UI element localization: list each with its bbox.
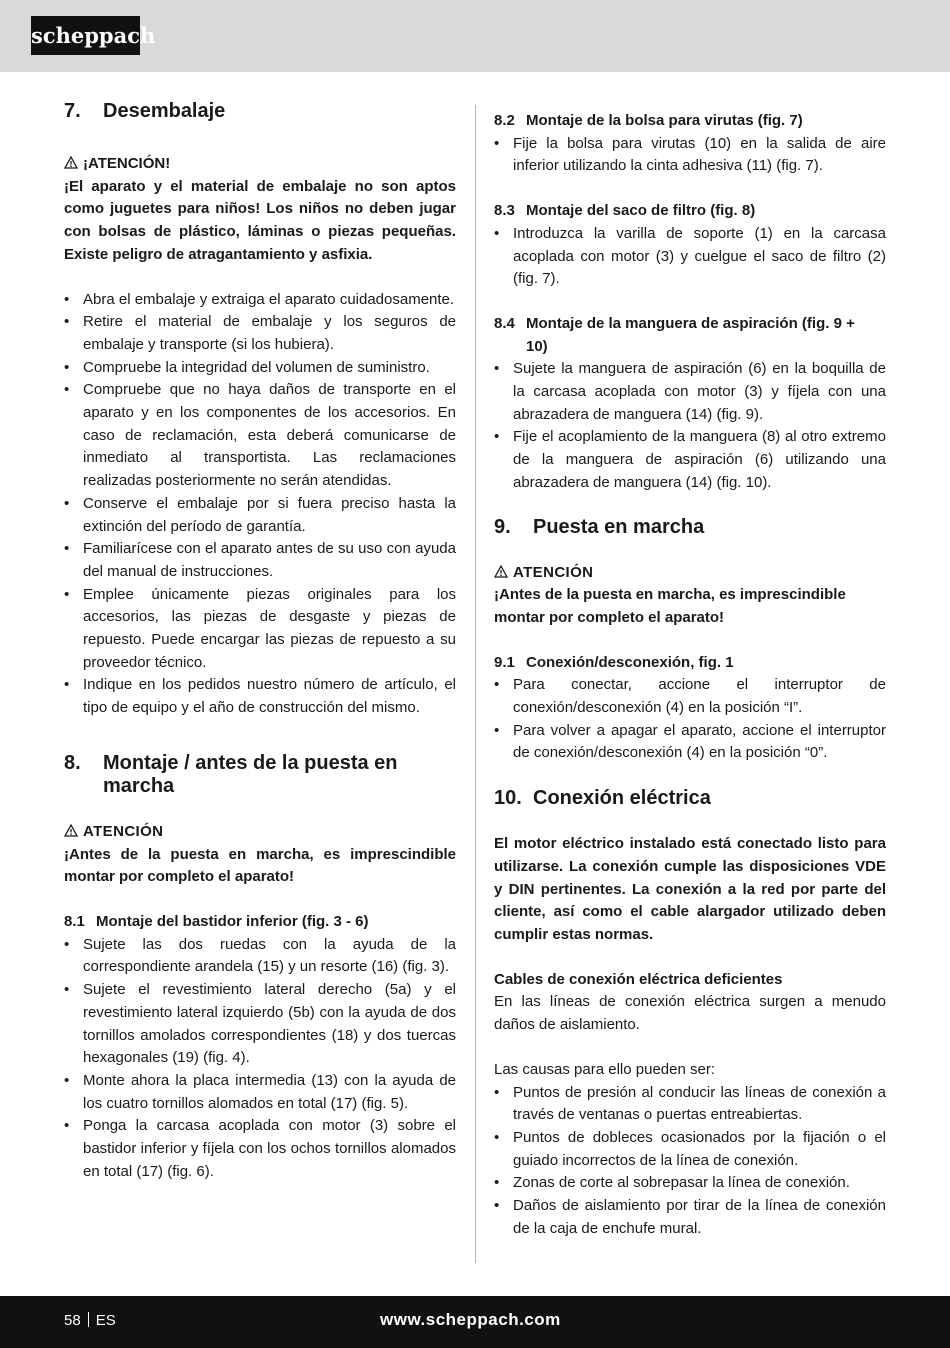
section-title: Puesta en marcha bbox=[533, 515, 705, 538]
subsection-title: Montaje del saco de filtro (fig. 8) bbox=[526, 202, 756, 220]
list-item: • Puntos de dobleces ocasionados por la fijación o el guiado incorrectos de la línea de conexión. bbox=[494, 1127, 886, 1172]
subsection-8-1-heading bbox=[64, 911, 456, 934]
list-item: • Zonas de corte al sobrepasar la línea de conexión. bbox=[494, 1172, 886, 1195]
hose-list bbox=[494, 358, 886, 494]
electrical-notice: El motor eléctrico instalado está conectado listo para utilizarse. La conexión cumple las disposiciones VDE y DIN pertinentes. La conexión a la red por parte del cliente, así como el cable alargador utilizado deben cumplir estas normas. bbox=[494, 835, 886, 943]
section-title: Desembalaje bbox=[103, 100, 226, 122]
footer-bar bbox=[0, 1296, 950, 1348]
website-link[interactable]: www.scheppach.com bbox=[380, 1310, 561, 1329]
subsection-title: Montaje de la manguera de aspiración (fig. 9 + 10) bbox=[526, 314, 855, 355]
section-7-heading bbox=[64, 100, 456, 123]
list-item: • Sujete el revestimiento lateral derecho (5a) y el revestimiento lateral izquierdo (5b) con la ayuda de dos tornillos amolados correspondientes (18) y dos tuercas hexagonales (19) (fig. 4). bbox=[64, 979, 456, 1070]
chip-bag-list bbox=[494, 133, 886, 178]
header-bar bbox=[0, 0, 950, 72]
warning-triangle-icon bbox=[64, 824, 78, 837]
page-number: 58 bbox=[64, 1312, 81, 1329]
subsection-9-1-heading bbox=[494, 652, 886, 675]
language-code: ES bbox=[95, 1312, 116, 1329]
warning-heading bbox=[64, 821, 456, 844]
warning-text: ¡El aparato y el material de embalaje no son aptos como juguetes para niños! Los niños no deben jugar con bolsas de plástico, láminas o piezas pequeñas. Existe peligro de atragantamiento y asfixia. bbox=[64, 177, 456, 263]
column-divider bbox=[475, 105, 476, 1263]
switch-list bbox=[494, 674, 886, 765]
subsection-8-4-heading bbox=[494, 313, 886, 358]
warning-text: ¡Antes de la puesta en marcha, es imprescindible montar por completo el aparato! bbox=[64, 845, 456, 886]
warning-heading bbox=[494, 562, 886, 585]
list-item: • Compruebe la integridad del volumen de suministro. bbox=[64, 357, 456, 380]
list-item: • Introduzca la varilla de soporte (1) en la carcasa acoplada con motor (3) y cuelgue el saco de filtro (2) (fig. 7). bbox=[494, 223, 886, 291]
section-title: Montaje / antes de la puesta en marcha bbox=[103, 751, 398, 797]
section-title: Conexión eléctrica bbox=[533, 787, 711, 810]
causes-list bbox=[494, 1082, 886, 1241]
list-item: • Emplee únicamente piezas originales para los accesorios, las piezas de desgaste y piezas de repuesto. Puede encargar las piezas de repuesto a su proveedor técnico. bbox=[64, 584, 456, 675]
list-item: • Monte ahora la placa intermedia (13) con la ayuda de los cuatro tornillos alomados en total (17) (fig. 5). bbox=[64, 1070, 456, 1115]
section-number: 7. bbox=[64, 100, 81, 122]
list-item: • Conserve el embalaje por si fuera preciso hasta la extinción del período de garantía. bbox=[64, 493, 456, 538]
section-number: 9. bbox=[494, 515, 511, 538]
filter-bag-list bbox=[494, 223, 886, 291]
cables-text: En las líneas de conexión eléctrica surgen a menudo daños de aislamiento. bbox=[494, 993, 886, 1034]
subsection-8-3-heading bbox=[494, 200, 886, 223]
subsection-number: 8.3 bbox=[494, 202, 515, 220]
subsection-8-2-heading bbox=[494, 110, 886, 133]
warning-heading bbox=[64, 153, 456, 176]
section-10-heading bbox=[494, 787, 886, 810]
warning-text: ¡Antes de la puesta en marcha, es imprescindible montar por completo el aparato! bbox=[494, 586, 846, 626]
list-item: • Retire el material de embalaje y los seguros de embalaje y transporte (si los hubiera). bbox=[64, 311, 456, 356]
warning-triangle-icon bbox=[64, 156, 78, 169]
list-item: • Fije el acoplamiento de la manguera (8) al otro extremo de la manguera de aspiración (6) utilizando una abrazadera de manguera (14) (fig. 10). bbox=[494, 426, 886, 494]
list-item: • Fije la bolsa para virutas (10) en la salida de aire inferior utilizando la cinta adhesiva (11) (fig. 7). bbox=[494, 133, 886, 178]
subsection-title: Conexión/desconexión, fig. 1 bbox=[526, 653, 734, 671]
section-9-heading bbox=[494, 516, 886, 539]
left-column bbox=[64, 100, 456, 1183]
subsection-number: 8.1 bbox=[64, 912, 85, 930]
list-item: • Sujete la manguera de aspiración (6) en la boquilla de la carcasa acoplada con motor (3) y fíjela con una abrazadera de manguera (14) (fig. 9). bbox=[494, 358, 886, 426]
brand-logo: scheppach bbox=[31, 16, 140, 55]
warning-title: ATENCIÓN bbox=[83, 822, 164, 840]
list-item: • Familiarícese con el aparato antes de su uso con ayuda del manual de instrucciones. bbox=[64, 538, 456, 583]
section-number: 8. bbox=[64, 751, 81, 774]
assembly-list bbox=[64, 934, 456, 1184]
warning-triangle-icon bbox=[494, 565, 508, 578]
page-indicator bbox=[64, 1310, 116, 1332]
subsection-title: Montaje de la bolsa para virutas (fig. 7) bbox=[526, 112, 803, 129]
list-item: • Compruebe que no haya daños de transporte en el aparato y en los componentes de los accesorios. En caso de reclamación, esta deberá comunicarse de inmediato al transportista. Las reclamaciones realizadas posteriormente no serán atendidas. bbox=[64, 379, 456, 493]
list-item: • Para conectar, accione el interruptor de conexión/desconexión (4) en la posición “I”. bbox=[494, 674, 886, 719]
list-item: • Daños de aislamiento por tirar de la línea de conexión de la caja de enchufe mural. bbox=[494, 1195, 886, 1240]
right-column bbox=[494, 110, 886, 1240]
subsection-title: Montaje del bastidor inferior (fig. 3 - 6) bbox=[96, 912, 369, 930]
list-item: • Indique en los pedidos nuestro número de artículo, el tipo de equipo y el año de construcción del mismo. bbox=[64, 674, 456, 719]
causes-intro: Las causas para ello pueden ser: bbox=[494, 1060, 715, 1078]
list-item: • Abra el embalaje y extraiga el aparato cuidadosamente. bbox=[64, 289, 456, 312]
list-item: • Puntos de presión al conducir las líneas de conexión a través de ventanas o puertas entreabiertas. bbox=[494, 1082, 886, 1127]
section-number: 10. bbox=[494, 787, 522, 810]
subsection-number: 8.4 bbox=[494, 314, 515, 332]
page-separator bbox=[88, 1312, 89, 1327]
warning-title: ¡ATENCIÓN! bbox=[83, 155, 171, 172]
list-item: • Ponga la carcasa acoplada con motor (3) sobre el bastidor inferior y fíjela con los ochos tornillos alomados en total (17) (fig. 6). bbox=[64, 1115, 456, 1183]
section-8-heading bbox=[64, 752, 456, 798]
cables-heading: Cables de conexión eléctrica deficientes bbox=[494, 970, 783, 988]
subsection-number: 8.2 bbox=[494, 112, 515, 129]
list-item: • Sujete las dos ruedas con la ayuda de la correspondiente arandela (15) y un resorte (16) (fig. 3). bbox=[64, 934, 456, 979]
warning-title: ATENCIÓN bbox=[513, 563, 594, 581]
subsection-number: 9.1 bbox=[494, 653, 515, 671]
list-item: • Para volver a apagar el aparato, accione el interruptor de conexión/desconexión (4) en la posición “0”. bbox=[494, 720, 886, 765]
unpacking-list bbox=[64, 289, 456, 720]
